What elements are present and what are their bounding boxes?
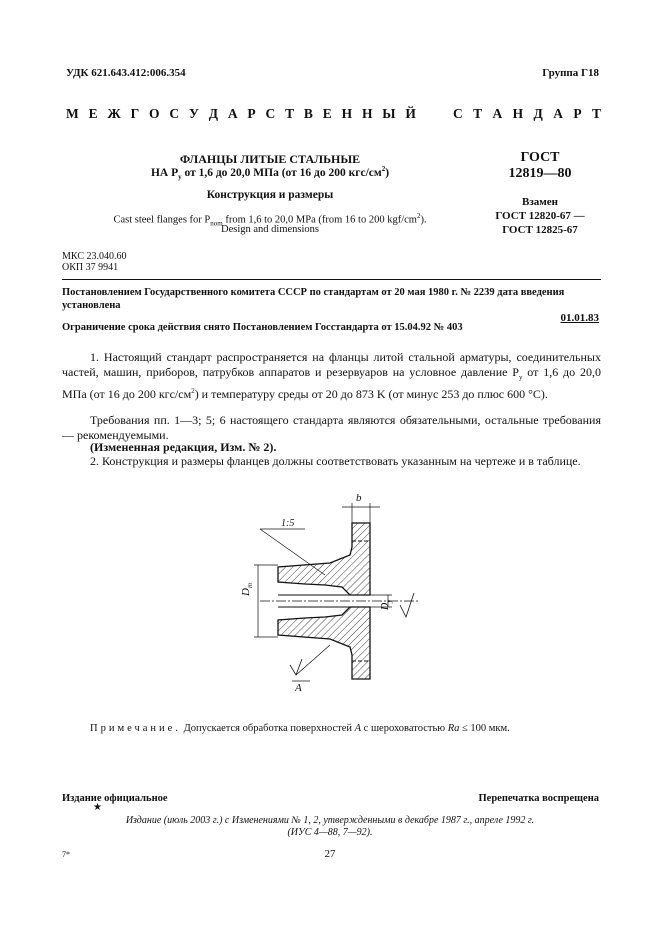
p1-a: 1. Настоящий стандарт распространяется на фланцы литой стальной арматуры, соединительных частей, машин, приборов, патрубков аппаратов и резервуаров на условное давление P xyxy=(62,350,601,379)
dim-dy-letter: D xyxy=(380,602,391,610)
flange-drawing xyxy=(230,495,450,700)
note xyxy=(90,723,600,734)
surface-a-label: A xyxy=(295,682,302,694)
banner-left-letter: М xyxy=(66,106,79,121)
banner-left-letter: У xyxy=(188,106,199,121)
gost-label: ГОСТ xyxy=(520,150,560,165)
banner-left-letter: Т xyxy=(285,106,295,121)
banner-left-letter: Ы xyxy=(382,106,396,121)
paragraph-2: Требования пп. 1—3; 5; 6 настоящего стандарта являются обязательными, остальные требования — рекомендуемыми. xyxy=(62,413,601,442)
replaces-1: ГОСТ 12820-67 — xyxy=(495,210,585,222)
title-en-p: Cast steel flanges for P xyxy=(113,214,211,226)
title-ru-sub: у xyxy=(178,173,182,182)
banner-left-letter: Р xyxy=(247,106,256,121)
note-prefix: Примечание. xyxy=(90,723,181,734)
title-en-sup: 2 xyxy=(416,212,421,220)
page-number: 27 xyxy=(324,848,336,860)
print-mark: 7* xyxy=(62,850,70,859)
banner-left-letter: Д xyxy=(208,106,218,121)
paragraph-1 xyxy=(62,350,601,402)
title-en-rest: from 1,6 to 20,0 MPa (from 16 to 200 kgf/cm xyxy=(222,214,417,226)
udk-code: УДК 621.643.412:006.354 xyxy=(66,67,186,79)
title-en-sub: nom xyxy=(210,219,223,228)
banner-right xyxy=(453,106,601,122)
banner-right-letter: С xyxy=(453,106,463,121)
p1-sup: 2 xyxy=(191,387,195,396)
banner-right-letter: А xyxy=(492,106,503,121)
official-edition: Издание официальное xyxy=(62,793,168,804)
decree-limit: Ограничение срока действия снято Постановлением Госстандарта от 15.04.92 № 403 xyxy=(62,322,463,333)
banner-right-letter: Н xyxy=(512,106,524,121)
title-en-end: ). xyxy=(420,214,427,226)
dim-dm-label xyxy=(240,583,254,596)
edition-line-1: Издание (июль 2003 г.) с Изменениями № 1, 2, утвержденными в декабре 1987 г., апреле 1992 г. xyxy=(125,815,535,826)
banner-left-letter: Е xyxy=(88,106,98,121)
title-ru-p: НА P xyxy=(150,166,179,179)
slope-label: 1:5 xyxy=(281,518,295,529)
star-icon: ★ xyxy=(93,802,102,813)
title-ru-line1: ФЛАНЦЫ ЛИТЫЕ СТАЛЬНЫЕ xyxy=(179,152,361,166)
p1-c: ) и температуру среды от 20 до 873 K (от минус 253 до плюс 600 °C). xyxy=(194,387,548,402)
dim-dy-label xyxy=(380,600,393,610)
note-text-c: ≤ 100 мкм. xyxy=(459,723,510,734)
title-ru-end: ) xyxy=(385,166,390,179)
banner-right-letter: Д xyxy=(533,106,543,121)
banner-left-letter: О xyxy=(149,106,160,121)
group-code: Группа Г18 xyxy=(542,67,599,79)
dim-b-label: b xyxy=(356,492,362,504)
paragraph-4: 2. Конструкция и размеры фланцев должны соответствовать указанным на чертеже и в таблице. xyxy=(90,454,581,468)
edition-line-2: (ИУС 4—88, 7—92). xyxy=(287,827,373,838)
gost-number: 12819—80 xyxy=(508,166,572,181)
banner-left xyxy=(66,106,416,122)
p1-b: от 1,6 до 20,0 МПа (от 16 до 200 кгс/см xyxy=(62,364,601,402)
banner-left-letter: Н xyxy=(361,106,373,121)
decree-date: 01.01.83 xyxy=(560,312,599,324)
banner-right-letter: А xyxy=(553,106,563,121)
banner-left-letter: С xyxy=(265,106,276,121)
reprint-forbidden: Перепечатка воспрещена xyxy=(478,793,599,804)
banner-right-letter: Т xyxy=(473,106,483,121)
note-var-a: A xyxy=(354,723,362,734)
note-text-a: Допускается обработка поверхностей xyxy=(180,723,355,734)
note-ra: Ra xyxy=(447,723,460,734)
decree-text: Постановлением Государственного комитета СССР по стандартам от 20 мая 1980 г. № 2239 дата введения установлена xyxy=(62,287,565,311)
replaces-label: Взамен xyxy=(522,196,558,208)
title-ru-rest: от 1,6 до 20,0 МПа (от 16 до 200 кгс/см xyxy=(181,166,382,179)
banner-left-letter: А xyxy=(227,106,238,121)
banner-right-letter: Р xyxy=(573,106,582,121)
banner-right-letter: Т xyxy=(591,106,601,121)
note-text-b: с шероховатостью xyxy=(361,723,448,734)
paragraph-3: (Измененная редакция, Изм. № 2). xyxy=(90,440,277,454)
p1-sub: у xyxy=(518,372,523,381)
mks-code: МКС 23.040.60 xyxy=(62,251,127,262)
flange-section xyxy=(254,503,420,681)
divider xyxy=(62,279,601,280)
banner-left-letter: С xyxy=(169,106,180,121)
replaces-2: ГОСТ 12825-67 xyxy=(502,224,578,236)
dim-dy-sub: y xyxy=(385,599,393,603)
banner-left-letter: Й xyxy=(405,106,416,121)
subtitle-en: Design and dimensions xyxy=(221,224,319,235)
okp-code: ОКП 37 9941 xyxy=(62,262,119,273)
banner-left-letter: В xyxy=(303,106,313,121)
dim-dm-letter: D xyxy=(240,588,252,596)
dim-dm-sub: m xyxy=(246,582,255,589)
title-ru-sup: 2 xyxy=(381,165,386,173)
banner-left-letter: Е xyxy=(322,106,332,121)
banner-left-letter: Ж xyxy=(107,106,121,121)
banner-left-letter: Г xyxy=(130,106,140,121)
banner-left-letter: Н xyxy=(341,106,353,121)
standard-banner xyxy=(66,106,601,122)
title-ru-line2 xyxy=(110,165,430,181)
subtitle-ru: Конструкция и размеры xyxy=(206,189,334,201)
